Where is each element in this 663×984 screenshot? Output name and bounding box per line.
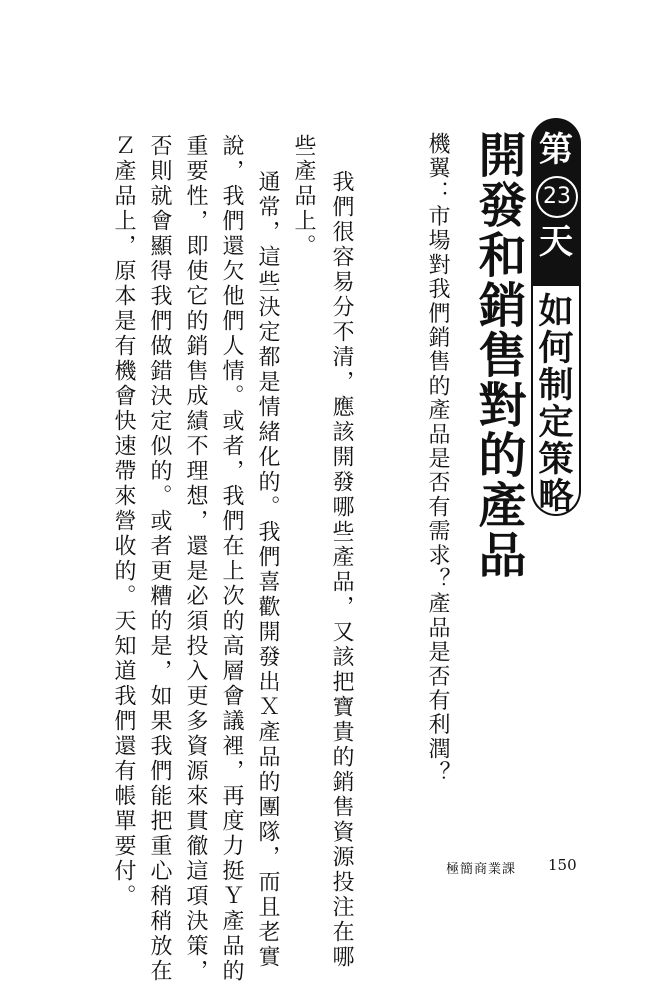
body-column: 些產品上。: [291, 134, 316, 259]
chapter-day-number: 23: [536, 176, 578, 218]
body-column: 我們很容易分不清，應該開發哪些產品，又該把寶貴的銷售資源投注在哪: [329, 170, 354, 970]
chapter-day-prefix: 第: [539, 130, 573, 170]
body-column: Ｚ產品上，原本是有機會快速帶來營收的。天知道我們還有帳單要付。: [111, 134, 136, 909]
body-column: 否則就會顯得我們做錯決定似的。或者更糟的是，如果我們能把重心稍稍放在: [147, 134, 172, 984]
page-number: 150: [548, 856, 577, 874]
lead-text: 機翼：市場對我們銷售的產品是否有需求？產品是否有利潤？: [425, 132, 450, 786]
page-title: 開發和銷售對的產品: [470, 130, 526, 580]
chapter-day-suffix: 天: [539, 222, 573, 262]
body-column: 通常，這些決定都是情緒化的。我們喜歡開發出Ｘ產品的團隊，而且老實: [255, 170, 280, 970]
body-column: 重要性，即使它的銷售成績不理想，還是必須投入更多資源來貫徹這項決策，: [183, 134, 208, 984]
body-column: 說，我們還欠他們人情。或者，我們在上次的高層會議裡，再度力挺Ｙ產品的: [219, 134, 244, 984]
footer-book-title: 極簡商業課: [446, 862, 517, 877]
chapter-subtitle: 如何制定策略: [533, 292, 574, 514]
